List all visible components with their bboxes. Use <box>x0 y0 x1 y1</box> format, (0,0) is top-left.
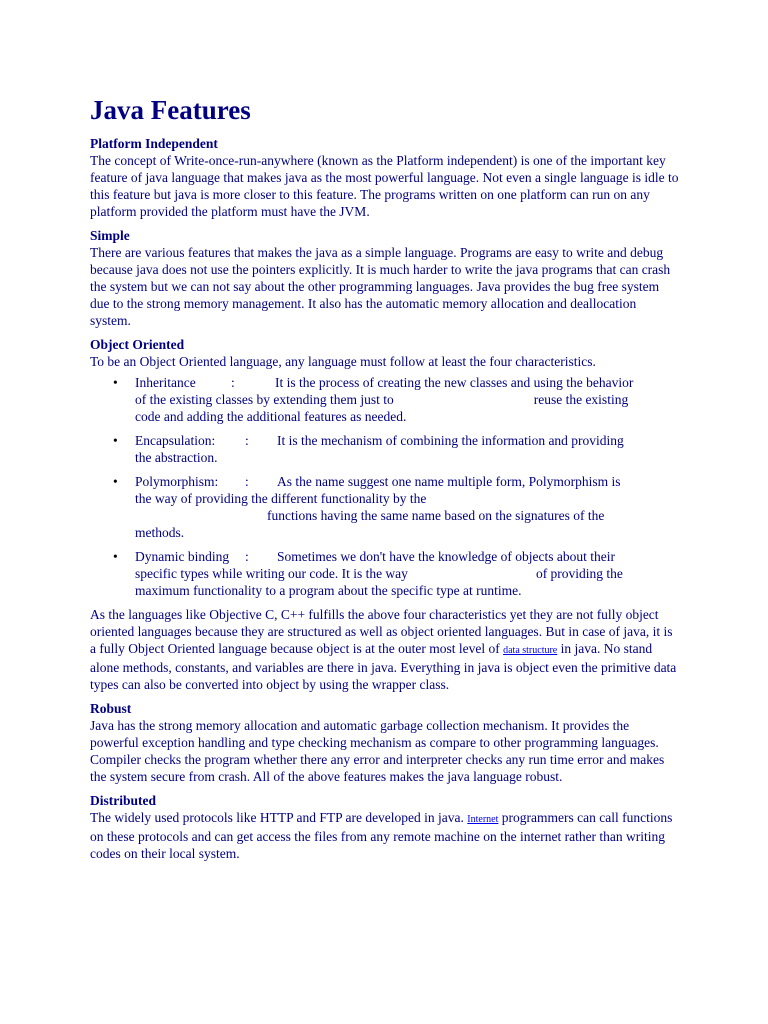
document-page <box>90 95 680 869</box>
term-dynamic-binding: Dynamic binding <box>135 549 230 564</box>
dynamic-binding-line-3: maximum functionality to a program about the specific type at runtime. <box>135 583 522 598</box>
polymorphism-line-2: the way of providing the different functionality by the <box>135 491 427 506</box>
encapsulation-line-2: the abstraction. <box>135 450 218 465</box>
heading-platform-independent: Platform Independent <box>90 136 218 151</box>
heading-robust: Robust <box>90 701 132 716</box>
bullet-icon: • <box>113 375 118 390</box>
inheritance-line-3: code and adding the additional features as needed. <box>135 409 407 424</box>
paragraph-distributed <box>90 809 680 862</box>
oop-characteristics-list <box>90 374 680 599</box>
polymorphism-line-3: functions having the same name based on the signatures of the <box>267 508 605 523</box>
heading-distributed: Distributed <box>90 793 157 808</box>
list-item-polymorphism <box>113 473 680 541</box>
term-separator: : <box>245 549 249 564</box>
term-inheritance: Inheritance <box>135 375 196 390</box>
term-separator: : <box>245 474 249 489</box>
paragraph-oop-intro: To be an Object Oriented language, any language must follow at least the four characteristics. <box>90 354 596 369</box>
paragraph-platform-independent: The concept of Write-once-run-anywhere (known as the Platform independent) is one of the important key feature of java language that makes java as the most powerful language. Not even a single language is idle to this feature but java is more closer to this feature. The programs written on one platform can run on any platform provided the platform must have the JVM. <box>90 153 679 219</box>
distributed-text-a: The widely used protocols like HTTP and FTP are developed in java. <box>90 810 468 825</box>
list-item-encapsulation <box>113 432 680 466</box>
heading-object-oriented: Object Oriented <box>90 337 185 352</box>
inheritance-line-1: It is the process of creating the new classes and using the behavior <box>275 375 634 390</box>
distributed-text-b: programmers can call functions on these protocols and can get access the files from any remote machine on the internet rather than writing codes on their local system. <box>90 810 673 861</box>
list-item-dynamic-binding <box>113 548 680 599</box>
bullet-icon: • <box>113 549 118 564</box>
encapsulation-line-1: It is the mechanism of combining the information and providing <box>277 433 624 448</box>
heading-simple: Simple <box>90 228 130 243</box>
paragraph-simple: There are various features that makes the java as a simple language. Programs are easy to write and debug because java does not use the pointers explicitly. It is much harder to write the java programs that can crash the system but we can not say about the other programming languages. Java provides the bug free system due to the strong memory management. It also has the automatic memory allocation and deallocation system. <box>90 245 671 328</box>
list-item-inheritance <box>113 374 680 425</box>
bullet-icon: • <box>113 433 118 448</box>
bullet-icon: • <box>113 474 118 489</box>
dynamic-binding-line-2a: specific types while writing our code. It is the way <box>135 566 408 581</box>
oop-summary-text-a: As the languages like Objective C, C++ fulfills the above four characteristics yet they are not fully object oriented languages because they are structured as well as object oriented languages. But in case of java, it is a fully Object Oriented language because object is at the outer most level of <box>90 607 673 656</box>
dynamic-binding-line-2b: of providing the <box>535 566 623 581</box>
page-title: Java Features <box>90 95 251 125</box>
term-encapsulation: Encapsulation: <box>135 433 216 448</box>
term-polymorphism: Polymorphism: <box>135 474 219 489</box>
inheritance-line-2a: of the existing classes by extending them just to <box>135 392 394 407</box>
dynamic-binding-line-1: Sometimes we don't have the knowledge of objects about their <box>277 549 615 564</box>
polymorphism-line-1: As the name suggest one name multiple form, Polymorphism is <box>277 474 621 489</box>
term-separator: : <box>245 433 249 448</box>
term-separator: : <box>231 375 235 390</box>
polymorphism-line-4: methods. <box>135 525 185 540</box>
internet-link[interactable]: Internet <box>467 814 499 825</box>
inheritance-line-2b: reuse the existing <box>533 392 629 407</box>
data-structure-link[interactable]: data structure <box>503 645 558 656</box>
oop-summary-text-b: in java. No stand alone methods, constants, and variables are there in java. Everything in java is object even the primitive data types can also be converted into object by using the wrapper class. <box>90 641 677 692</box>
paragraph-oop-summary <box>90 606 680 693</box>
paragraph-robust: Java has the strong memory allocation and automatic garbage collection mechanism. It provides the powerful exception handling and type checking mechanism as compare to other programming languages. Compiler checks the program whether there any error and interpreter checks any run time error and makes the system secure from crash. All of the above features makes the java language robust. <box>90 718 665 784</box>
